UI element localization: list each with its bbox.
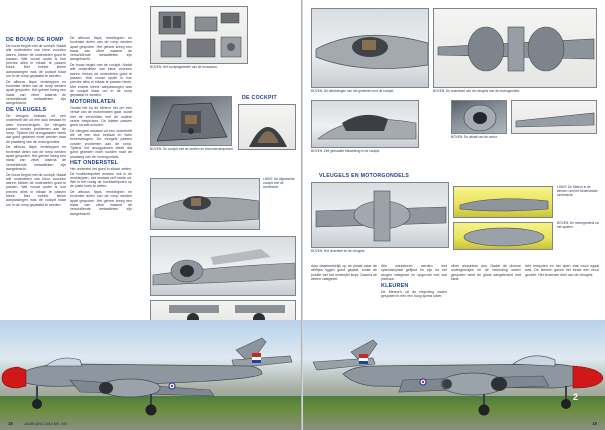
cockpit-parts-illustration [151, 7, 248, 64]
paragraph-romp: De bouw begint met de cockpit. Nadat alle onderdelen van kleur voorzien waren, bleken de onderdelen goed te passen. Wat vooral opviel is hoe precies alles in elkaar te passen bleek. Met enkele kleine aanpassingen was de cockpit klaar om in de romp geplaatst te worden. [6, 44, 66, 79]
caption-dutch-af: LINKS: De Meteor in de kleuren van het Nederlandse luchtmacht. [557, 185, 598, 197]
paragraph-motorinlaten: Omdat het bij de Meteor het om een versie van de motorinlaten gaat, wordt hier de verschillen met de oudere versie besproken. De inlaten passen goed na wat schuren. [70, 105, 132, 128]
caption-cockpit-interior: BOVEN: De cockpit met de stoelen en instrumentenpaneel. [150, 147, 234, 151]
text-column-r4 [525, 264, 599, 322]
text-column-1 [6, 36, 66, 364]
ejection-seat-illustration [239, 105, 296, 150]
aircraft-code-letter: 2 [573, 392, 579, 402]
fuselage-cockpit-top-photo [311, 8, 429, 88]
text-column-2 [70, 36, 132, 364]
paragraph-r2: Alle wieldeuren werden met cyanoacrylaat gelijmd en zijn na het drogen vastgezet en opgevuld met wat plamuur. [381, 264, 447, 281]
cockpit-interior-photo [150, 96, 232, 146]
text-column-r3 [451, 264, 521, 322]
caption-finished-cockpit: LINKS: De afgewerkte cockpit met de schietstoel. [263, 177, 295, 189]
wing-root-illustration [512, 101, 597, 134]
exhaust-photo [451, 100, 507, 134]
paragraph-afbouw: De afbouw, flaps, remkleppen en bovenste delen van de romp werden apart gespoten. Het geheel kreeg een basis van zilver waarna de verschillende metaaltinten zijn aangebracht. [70, 36, 132, 62]
paragraph-r1: door daadwerkelijk op de plaats waar de wieltjes liggen goed gepast, zodat de positie van het onderstel klopt. Daarna de wielen vastgezet. [311, 264, 377, 281]
caption-nacelles-sprayed: BOVEN: De motorgondels na het spuiten. [557, 221, 599, 229]
caption-wiring: BOVEN: Zelf gemaakte bekabeling in de cockpit. [311, 149, 380, 153]
wings-nacelles-illustration [312, 183, 449, 248]
left-page [0, 0, 301, 430]
fuselage-top-illustration [312, 9, 429, 88]
heading-vleugels: DE VLEUGELS [6, 106, 47, 113]
section-tag-vleugels: VLEUGELS EN MOTORGONDELS [319, 172, 410, 179]
right-page [303, 0, 605, 430]
heading-onderstel: HET ONDERSTEL [70, 160, 119, 167]
meteor-model-yellow-photo [453, 186, 553, 218]
caption-cockpit-parts: BOVEN: Het cockpitgedeelte van de bouwdoos. [150, 65, 218, 69]
paragraph-afbouw-cont: De bouw begint met de cockpit. Nadat alle onderdelen van kleur voorzien waren, bleken de onderdelen goed te passen. Wat vooral opviel is hoe precies alles in elkaar te passen bleek. Met enkele kleine aanpassingen was de cockpit klaar om in de romp geplaatst te worden. [70, 63, 132, 98]
wing-topview-photo [433, 8, 597, 88]
nacelle-yellow-photo [453, 222, 553, 250]
caption-exhaust: BOVEN: De uitlaat van de motor. [451, 135, 498, 139]
heading-romp: DE BOUW: DE ROMP [6, 37, 64, 43]
paragraph-vleugels: De vleugels bestaan uit een onderhelft die uit een stuk bestaat en twee bovenvleugels. De vleugels passen zonder problemen aan de romp. Tijdens het droogpassen bleek dat goed gekeken moet worden naar de plaatsing van de motorgondels. [6, 113, 66, 144]
meteor-aircraft-left [0, 320, 301, 430]
fuselage-illustration [151, 179, 260, 230]
heading-motorinlaten: MOTORINLATEN [70, 98, 116, 105]
canopy-illustration [312, 101, 419, 148]
heading-kleuren: KLEUREN [381, 282, 409, 289]
paragraph-vleugels-cont-2: De bouw begint met de cockpit. Nadat alle onderdelen van kleur voorzien waren, bleken de onderdelen goed te passen. Wat vooral opviel is hoe precies alles in elkaar te passen bleek. Met enkele kleine aanpassingen was de cockpit klaar om in de romp geplaatst te worden. [6, 172, 66, 207]
wing-topview-illustration [434, 9, 597, 88]
section-tag-cockpit: DE COCKPIT [242, 94, 277, 101]
cockpit-parts-photo [150, 6, 248, 64]
caption-wing-underside: BOVEN: De onderkant van de vleugels met de motorgondels. [433, 89, 520, 93]
paragraph-r3: zilver aluminium dus. Nadat de diverse ondergrondjes en de bekleding waren gespoten werd de glans aangebracht met klear. [451, 264, 521, 281]
text-column-r2 [381, 264, 447, 322]
paragraph-onderstel: Het onderstel liet goed in elkaar zetten. De hoofdwielpoten moeten ook in de remkleppen, dat bestaat zelf reeds uit. Wel is het nodig de hoofdwielpoten op de juiste hoek te zetten. [70, 167, 132, 189]
wing-root-photo [511, 100, 597, 134]
cockpit-fuselage-photo [150, 178, 260, 230]
page-number-left: 18 [8, 421, 13, 426]
paragraph-kleuren: De Meteor's uit de begroting waren gespoten in een mix hoog speed silver. [381, 289, 447, 298]
paragraph-onderstel-cont: De afbouw, flaps, remkleppen en bovenste delen van de romp werden apart gespoten. Het geheel kreeg een basis van zilver waarna de verschillende metaaltinten zijn aangebracht. [70, 190, 132, 216]
caption-gear-wings: BOVEN: Het onderstel en de vleugels. [311, 249, 366, 253]
magazine-issue: JAARGANG 2015 NR. 040 [24, 422, 67, 426]
nacelle-yellow-illustration [454, 223, 553, 250]
paragraph-r4: licht bespoten en het open vlak mooi egaal was. De kleuren gaven het beste een mooi gezicht. Het bovenste deel van de vleugels. [525, 264, 599, 277]
paragraph-vleugels-cont: De afbouw, flaps, remkleppen en bovenste delen van de romp werden apart gespoten. Het geheel kreeg een basis van zilver waarna de verschillende metaaltinten zijn aangebracht. [6, 145, 66, 171]
wings-nacelles-photo [311, 182, 449, 248]
ejection-seat-photo [238, 104, 296, 150]
yellow-model-illustration [454, 187, 553, 218]
canopy-photo [311, 100, 419, 148]
engine-nacelle-illustration [151, 237, 296, 296]
meteor-aircraft-right [303, 320, 605, 430]
paragraph-motorinlaten-cont: De vleugels bestaan uit een onderhelft die uit een stuk bestaat en twee bovenvleugels. De vleugels passen zonder problemen aan de romp. Tijdens het droogpassen bleek dat goed gekeken moet worden naar de plaatsing van de motorgondels. [70, 128, 132, 159]
paragraph-romp-cont: De afbouw, flaps, remkleppen en bovenste delen van de romp werden apart gespoten. Het geheel kreeg een basis van zilver waarna de verschillende metaaltinten zijn aangebracht. [6, 79, 66, 106]
caption-cockpit-cover: BOVEN: De afdekkingen van het gedeelte rond de cockpit. [311, 89, 394, 93]
exhaust-illustration [452, 101, 507, 134]
page-number-right: 19 [592, 421, 597, 426]
engine-nacelle-photo [150, 236, 296, 296]
cockpit-interior-illustration [151, 97, 232, 146]
text-column-r1 [311, 264, 377, 322]
